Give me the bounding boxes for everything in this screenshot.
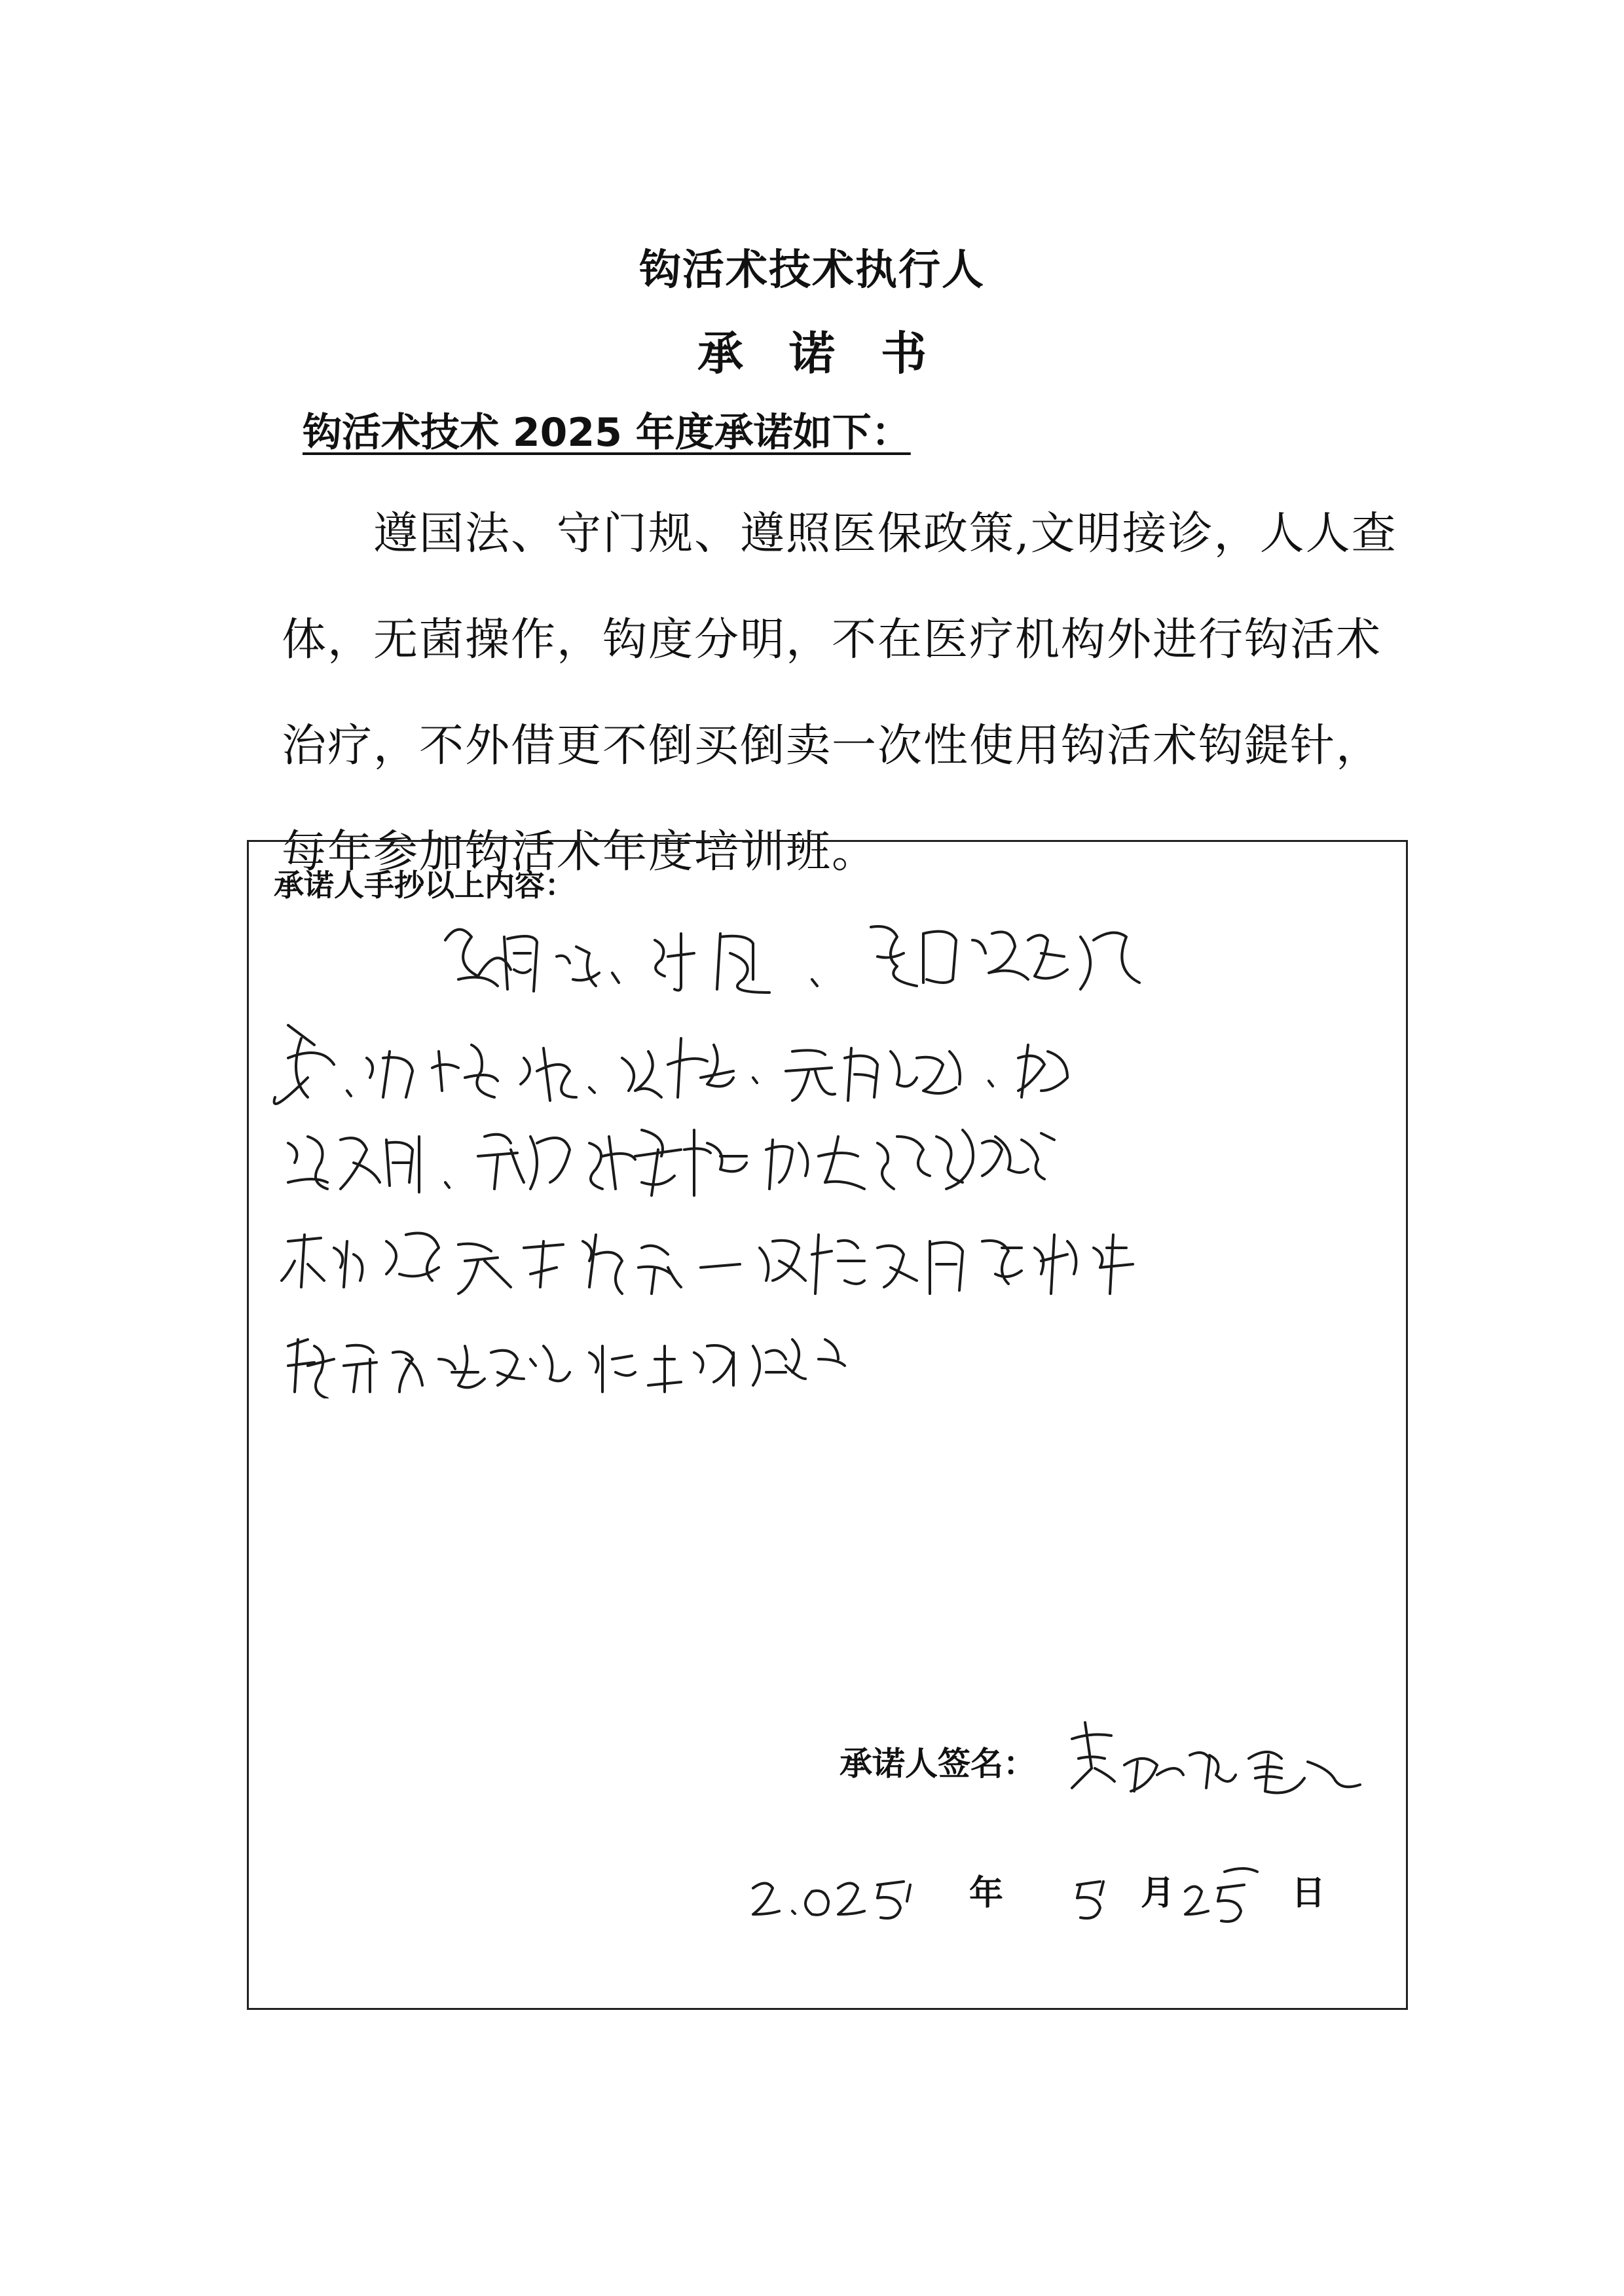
date-month-handwritten	[1067, 1865, 1120, 1924]
date-year-unit: 年	[969, 1874, 1004, 1913]
pledge-heading: 钩活术技术 2025 年度承诺如下：	[303, 410, 911, 456]
handcopy-label: 承诺人手抄以上内容：	[274, 867, 575, 903]
date-month-unit: 月	[1141, 1874, 1175, 1913]
handwriting-line-1	[445, 926, 1139, 993]
handwriting-line-5	[288, 1339, 845, 1398]
date-day-unit: 日	[1291, 1874, 1326, 1913]
handwriting-line-4	[282, 1233, 1133, 1294]
signer-signature	[1059, 1703, 1399, 1801]
handwritten-copy	[249, 842, 1406, 1398]
date-year-handwritten	[747, 1865, 943, 1924]
document-subtitle: 承诺书	[697, 327, 972, 380]
handwriting-line-3	[288, 1130, 1054, 1195]
document-title: 钩活术技术执行人	[639, 246, 985, 295]
signing-date	[249, 1865, 1406, 1924]
handwriting-line-2	[274, 1025, 1067, 1104]
pledge-text: 遵国法、守门规、遵照医保政策,文明接诊，人人查体，无菌操作，钩度分明，不在医疗机构外进行钩活术治疗，不外借更不倒买倒卖一次性使用钩活术钩鍉针，每年参加钩活术年度培训班。	[282, 508, 1397, 878]
signature-label: 承诺人签名：	[840, 1745, 1036, 1783]
date-day-handwritten	[1179, 1852, 1270, 1924]
handcopy-box	[247, 840, 1408, 2010]
